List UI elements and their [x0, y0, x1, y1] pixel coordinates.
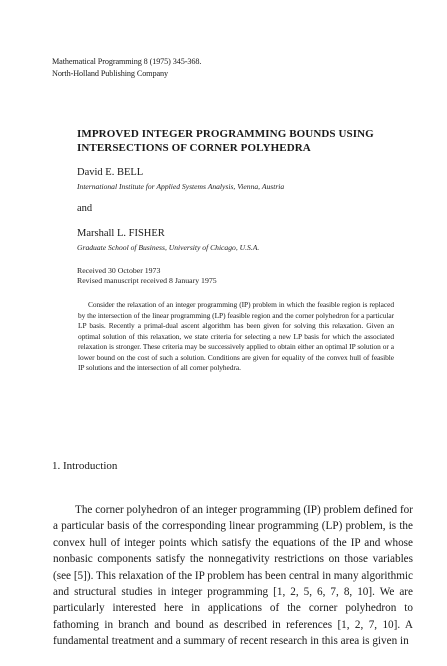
paper-title — [77, 127, 417, 155]
abstract: Consider the relaxation of an integer programming (IP) problem in which the feasible region is replaced by the intersection of the linear programming (LP) feasible region and the corner polyhedron for a particular LP basis. Recently a primal-dual ascent algorithm has been given for solving this relaxation. Given an optimal solution of this relaxation, we state criteria for selecting a new LP basis for which the associated relaxation is stronger. These criteria may be successively applied to obtain either an optimal IP solution or a lower bound on the cost of such a solution. Conditions are given for equality of the convex hull of feasible IP solutions and the intersection of all corner polyhedra. — [78, 300, 394, 372]
author-name: David E. BELL — [77, 167, 144, 178]
revised-date: Revised manuscript received 8 January 1975 — [77, 276, 217, 285]
section-heading: 1. Introduction — [52, 460, 118, 472]
journal-header — [52, 56, 412, 80]
title-line-2: INTERSECTIONS OF CORNER POLYHEDRA — [77, 142, 311, 154]
author-affiliation: International Institute for Applied Systems Analysis, Vienna, Austria — [77, 182, 285, 191]
publisher: North-Holland Publishing Company — [52, 69, 168, 78]
manuscript-dates — [77, 266, 377, 286]
body-paragraph: The corner polyhedron of an integer programming (IP) problem defined for a particular basis of the corresponding linear programming (LP) problem, is the convex hull of integer points which satisfy the equations of the IP and whose nonbasic components satisfy the nonnegativity restrictions on those variables (see [5]). This relaxation of the IP problem has been central in many algorithmic and structural studies in integer programming [1, 2, 5, 6, 7, 8, 10]. We are particularly interested here in applications of the corner polyhedron to fathoming in branch and bound as described in references [1, 2, 7, 10]. A fundamental treatment and a summary of recent research in this area is given in — [53, 504, 413, 648]
author-affiliation: Graduate School of Business, University of Chicago, U.S.A. — [77, 243, 260, 252]
received-date: Received 30 October 1973 — [77, 266, 161, 275]
author-name: Marshall L. FISHER — [77, 228, 165, 239]
journal-citation: Mathematical Programming 8 (1975) 345-368. — [52, 57, 202, 66]
author-separator: and — [77, 203, 93, 214]
title-line-1: IMPROVED INTEGER PROGRAMMING BOUNDS USING — [77, 128, 374, 140]
